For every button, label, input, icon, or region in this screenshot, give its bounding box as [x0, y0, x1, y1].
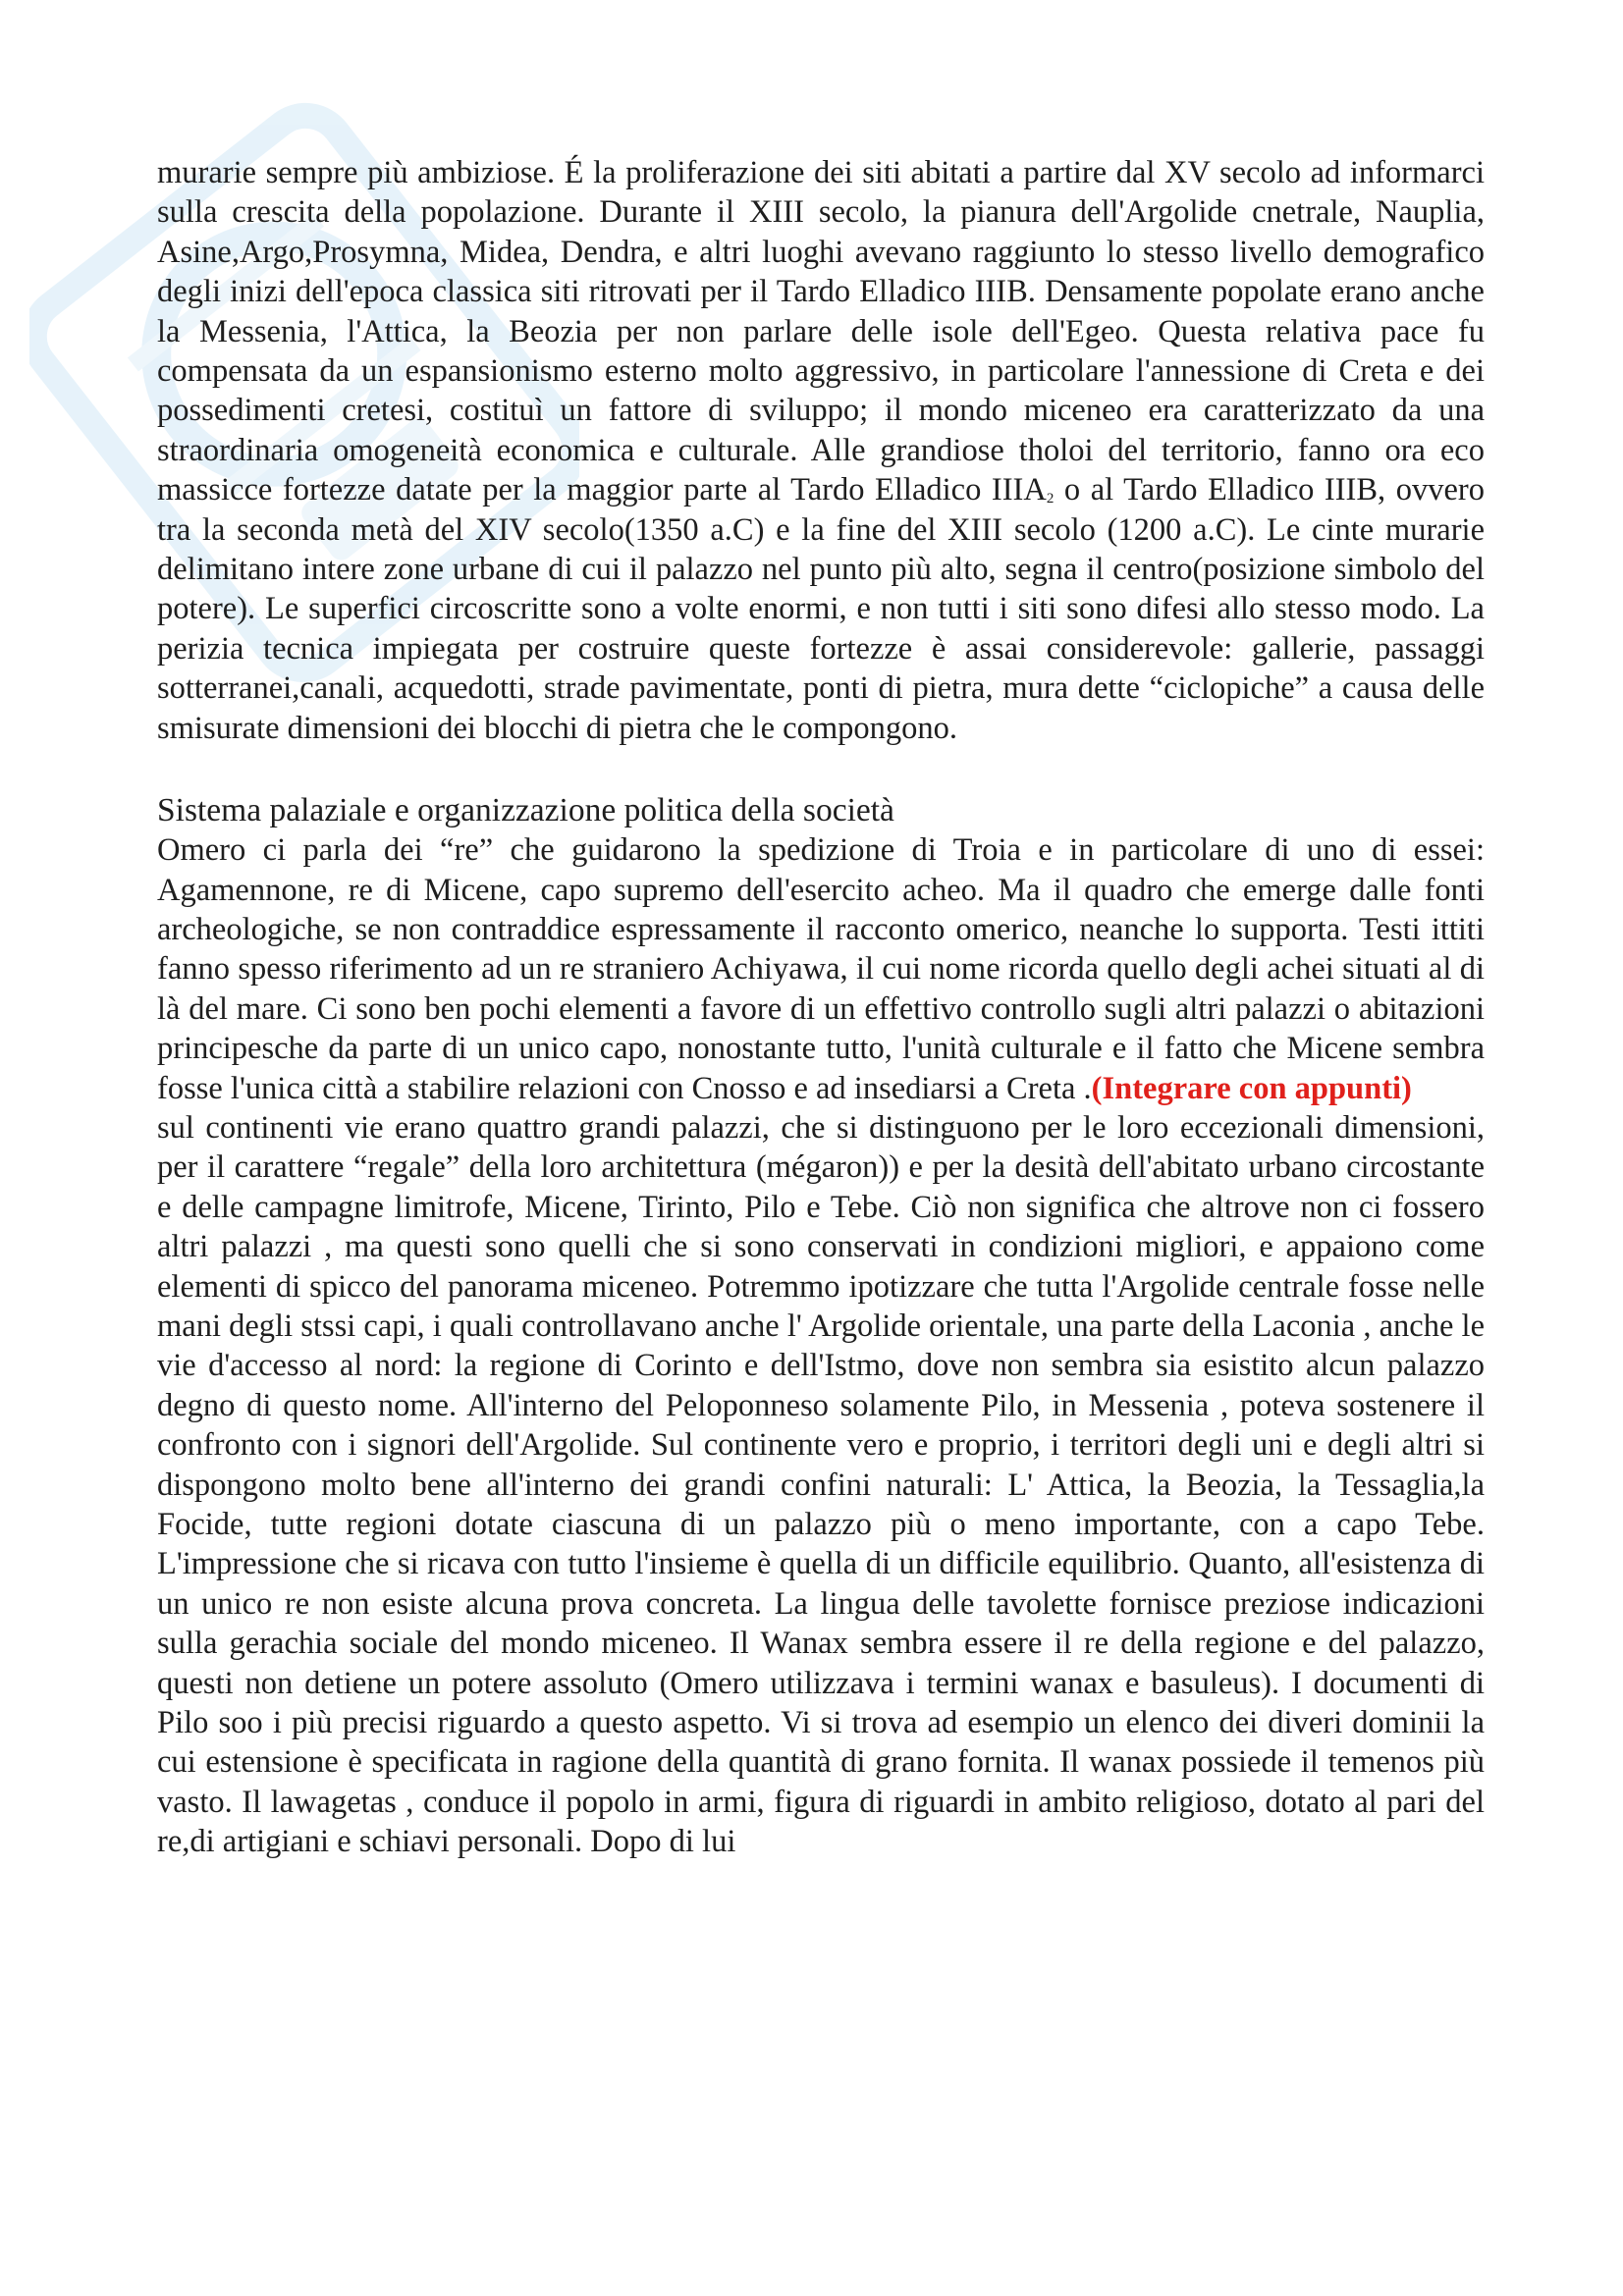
- integrate-note: (Integrare con appunti): [1091, 1070, 1412, 1106]
- section-heading: Sistema palaziale e organizzazione politica della società: [157, 792, 894, 829]
- subscript-index: 2: [1046, 491, 1055, 507]
- paragraph-1-text-a: murarie sempre più ambiziose. É la proliferazione dei siti abitati a partire dal XV secolo ad informarci sulla crescita della popolazione. Durante il XIII secolo, la pianura dell'Argolide cnetrale, Nauplia, Asine,Argo,Prosymna, Midea, Dendra, e altri luoghi avevano raggiunto lo stesso livello demografico degli inizi dell'epoca classica siti ritrovati per il Tardo Elladico IIIB. Densamente popolate erano anche la Messenia, l'Attica, la Beozia per non parlare delle isole dell'Egeo. Questa relativa pace fu compensata da un espansionismo esterno molto aggressivo, in particolare l'annessione di Creta e dei possedimenti cretesi, costituì un fattore di sviluppo; il mondo miceneo era caratterizzato da una straordinaria omogeneità economica e culturale. Alle grandiose tholoi del territorio, fanno ora eco massicce fortezze datate per la maggior parte al Tardo Elladico IIIA: [157, 155, 1485, 508]
- document-body: [157, 153, 1485, 1862]
- paragraph-2-text: Omero ci parla dei “re” che guidarono la spedizione di Troia e in particolare di uno di essei: Agamennone, re di Micene, capo supremo dell'esercito acheo. Ma il quadro che emerge dalle fonti archeologiche, se non contraddice espressamente il racconto omerico, neanche lo supporta. Testi ittiti fanno spesso riferimento ad un re straniero Achiyawa, il cui nome ricorda quello degli achei situati al di là del mare. Ci sono ben pochi elementi a favore di un effettivo controllo sugli altri palazzi o abitazioni principesche da parte di un unico capo, nonostante tutto, l'unità culturale e il fatto che Micene sembra fosse l'unica città a stabilire relazioni con Cnosso e ad insediarsi a Creta .: [157, 832, 1485, 1106]
- paragraph-homer-kings: [157, 830, 1485, 1108]
- paragraph-palaces: sul continenti vie erano quattro grandi palazzi, che si distinguono per le loro eccezionali dimensioni, per il carattere “regale” della loro architettura (mégaron)) e per la desità dell'abitato urbano circostante e delle campagne limitrofe, Micene, Tirinto, Pilo e Tebe. Ciò non significa che altrove non ci fossero altri palazzi , ma questi sono quelli che si sono conservati in condizioni migliori, e appaiono come elementi di spicco del panorama miceneo. Potremmo ipotizzare che tutta l'Argolide centrale fosse nelle mani degli stssi capi, i quali controllavano anche l' Argolide orientale, una parte della Laconia , anche le vie d'accesso al nord: la regione di Corinto e dell'Istmo, dove non sembra sia esistito alcun palazzo degno di questo nome. All'interno del Peloponneso solamente Pilo, in Messenia , poteva sostenere il confronto con i signori dell'Argolide. Sul continente vero e proprio, i territori degli uni e degli altri si dispongono molto bene all'interno dei grandi confini naturali: L' Attica, la Beozia, la Tessaglia,la Focide, tutte regioni dotate ciascuna di un palazzo più o meno importante, con a capo Tebe. L'impressione che si ricava con tutto l'insieme è quella di un difficile equilibrio. Quanto, all'esistenza di un unico re non esiste alcuna prova concreta. La lingua delle tavolette fornisce preziose indicazioni sulla gerachia sociale del mondo miceneo. Il Wanax sembra essere il re della regione e del palazzo, questi non detiene un potere assoluto (Omero utilizzava i termini wanax e basuleus). I documenti di Pilo soo i più precisi riguardo a questo aspetto. Vi si trova ad esempio un elenco dei diveri dominii la cui estensione è specificata in ragione della quantità di grano fornita. Il wanax possiede il temenos più vasto. Il lawagetas , conduce il popolo in armi, figura di riguardi in ambito religioso, dotato al pari del re,di artigiani e schiavi personali. Dopo di lui: [157, 1109, 1485, 1860]
- paragraph-1-text-b: o al Tardo Elladico IIIB, ovvero tra la seconda metà del XIV secolo(1350 a.C) e la fine del XIII secolo (1200 a.C). Le cinte murarie delimitano intere zone urbane di cui il palazzo nel punto più alto, segna il centro(posizione simbolo del potere). Le superfici circoscritte sono a volte enormi, e non tutti i siti sono difesi allo stesso modo. La perizia tecnica impiegata per costruire queste fortezze è assai considerevole: gallerie, passaggi sotterranei,canali, acquedotti, strade pavimentate, ponti di pietra, mura dette “ciclopiche” a causa delle smisurate dimensioni dei blocchi di pietra che le compongono.: [157, 472, 1485, 746]
- paragraph-mycenaean-fortifications: [157, 153, 1485, 748]
